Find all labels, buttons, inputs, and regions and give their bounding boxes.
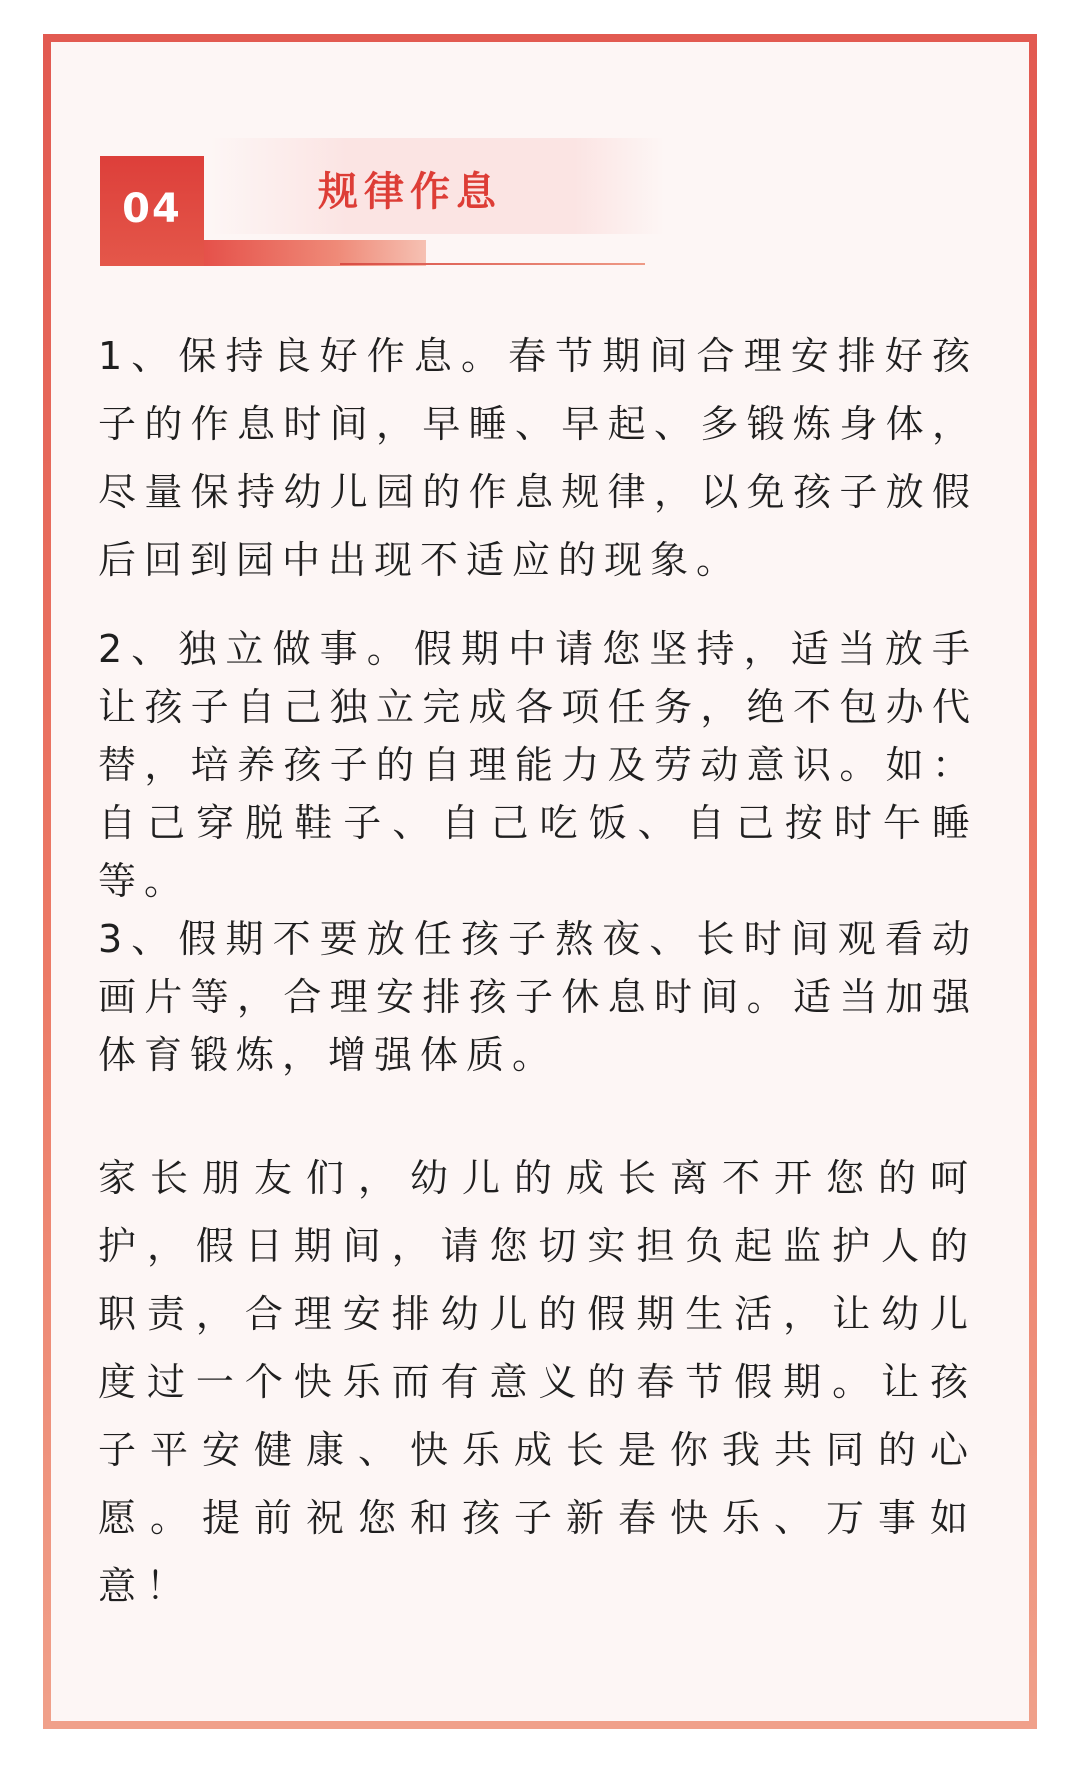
- paragraph-closing-message: 家长朋友们，幼儿的成长离不开您的呵护，假日期间，请您切实担负起监护人的职责，合理安排幼儿的假期生活，让幼儿度过一个快乐而有意义的春节假期。让孩子平安健康、快乐成长是你我共同的心愿。提前祝您和孩子新春快乐、万事如意！: [98, 1156, 978, 1608]
- section-title-box: [210, 138, 665, 234]
- section-title-underline: [340, 263, 645, 265]
- section-number: 04: [122, 186, 182, 232]
- section-number-badge: [100, 156, 204, 266]
- section-header: [100, 138, 700, 268]
- section-title: 规律作息: [318, 169, 502, 215]
- paragraph-no-late-nights: 3、假期不要放任孩子熬夜、长时间观看动画片等，合理安排孩子休息时间。适当加强体育锻炼，增强体质。: [98, 917, 978, 1077]
- paragraph-independence: 2、独立做事。假期中请您坚持，适当放手让孩子自己独立完成各项任务，绝不包办代替，培养孩子的自理能力及劳动意识。如：自己穿脱鞋子、自己吃饭、自己按时午睡等。: [98, 627, 978, 903]
- paragraph-regular-schedule: 1、保持良好作息。春节期间合理安排好孩子的作息时间，早睡、早起、多锻炼身体，尽量保持幼儿园的作息规律，以免孩子放假后回到园中出现不适应的现象。: [98, 334, 978, 582]
